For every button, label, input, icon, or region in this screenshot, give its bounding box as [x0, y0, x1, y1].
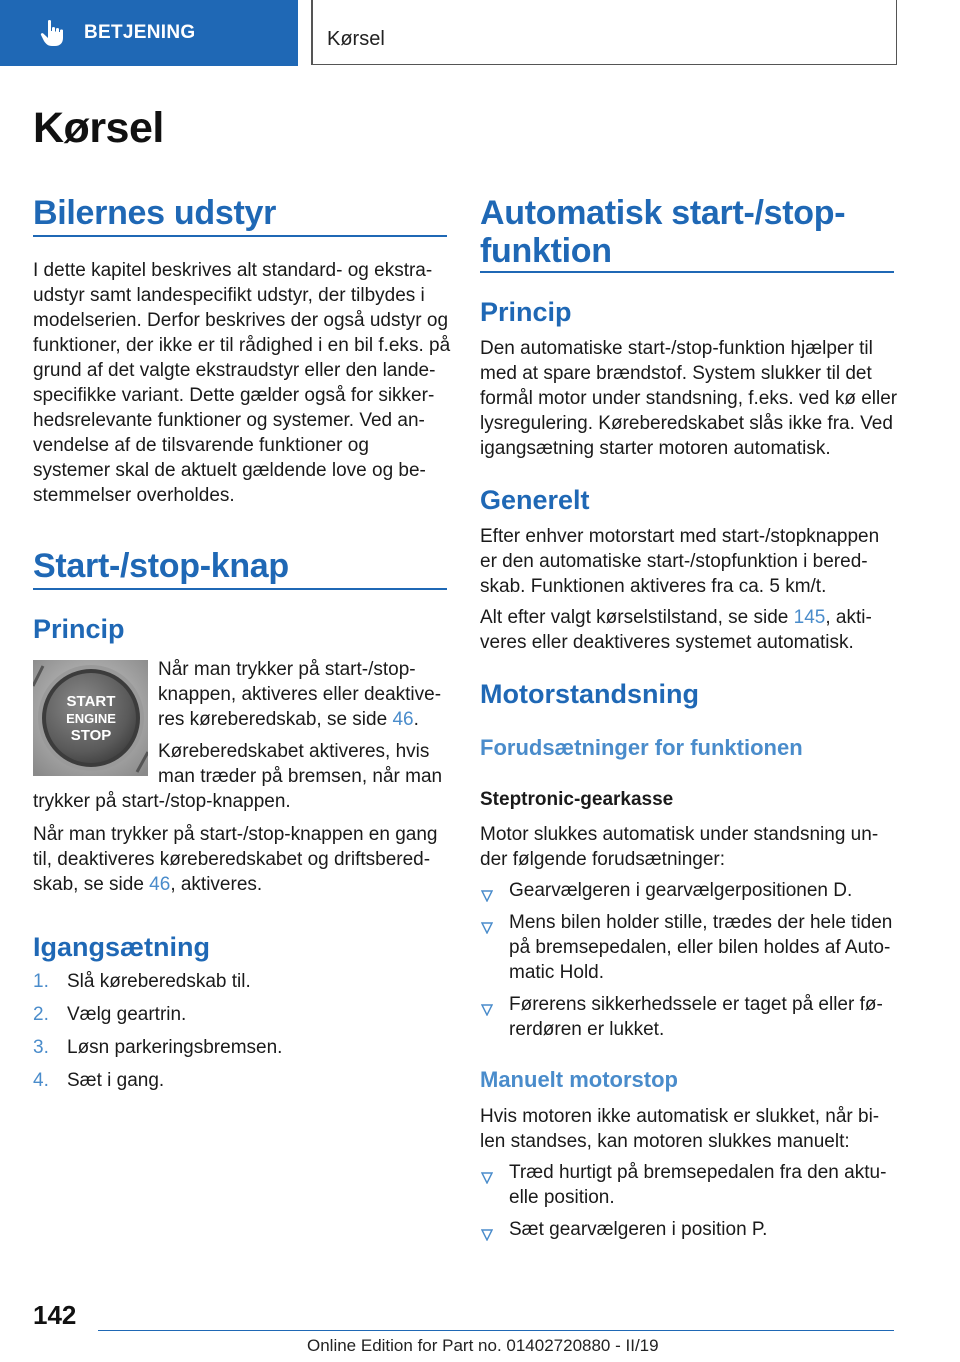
- text-line: Køreberedskabet aktiveres, hvis: [158, 741, 430, 762]
- button-deactivate-text: [33, 822, 453, 897]
- triangle-bullet-icon: [481, 916, 493, 941]
- text-line: til, deaktiveres køreberedskabet og driftsbered-: [33, 849, 431, 870]
- text-line: stemmelser overholdes.: [33, 485, 235, 506]
- text-line: med at spare brændstof. System slukker til det: [480, 363, 872, 384]
- text-line: Alt efter valgt kørselstilstand, se side 145, akti-: [480, 607, 872, 628]
- page-link-145[interactable]: 145: [793, 607, 826, 628]
- button-text-stop: STOP: [70, 727, 112, 744]
- heading-line: funktion: [480, 232, 612, 270]
- text-line: Når man trykker på start-/stop-knappen en gang: [33, 824, 438, 845]
- text-line: modelserien. Derfor beskrives der også udstyr og: [33, 310, 449, 331]
- text-line: der følgende forudsætninger:: [480, 849, 726, 870]
- start-engine-stop-button-image: [33, 660, 148, 776]
- manual-stop-text: [480, 1104, 910, 1154]
- text-line: Når man trykker på start-/stop-: [158, 659, 416, 680]
- button-readiness-text-cont: trykker på start-/stop-knappen.: [33, 791, 291, 812]
- text-line: res køreberedskab, se side 46.: [158, 709, 419, 730]
- text-line: Efter enhver motorstart med start-/stopknappen: [480, 526, 880, 547]
- list-item: 2. Vælg geartrin.: [33, 1004, 187, 1025]
- text-line: man træder på bremsen, når man: [158, 766, 443, 787]
- triangle-bullet-icon: [481, 1166, 493, 1191]
- subheading-principle-right: Princip: [480, 297, 572, 327]
- section-heading-equipment: Bilernes udstyr: [33, 194, 277, 232]
- subheading-conditions: Forudsætninger for funktionen: [480, 735, 803, 760]
- section-tab-label: BETJENING: [84, 22, 196, 43]
- text-line: formål motor under standsning, f.eks. ved kø eller: [480, 388, 898, 409]
- triangle-bullet-icon: [481, 1223, 493, 1248]
- section-heading-start-stop-button: Start-/stop-knap: [33, 547, 289, 585]
- list-item: 3. Løsn parkeringsbremsen.: [33, 1037, 283, 1058]
- button-readiness-text: [158, 739, 458, 789]
- button-text-engine: ENGINE: [66, 711, 116, 726]
- list-item: Sæt gearvælgeren i position P.: [480, 1217, 910, 1242]
- button-principle-text: [158, 657, 458, 732]
- text-line: Den automatiske start-/stop-funktion hjælper til: [480, 338, 873, 359]
- text-line: funktioner, der ikke er til rådighed i en bil f.eks. på: [33, 335, 451, 356]
- subheading-start-driving: Igangsætning: [33, 932, 210, 962]
- section-rule: [480, 271, 894, 273]
- page-title: Kørsel: [33, 104, 164, 152]
- heading-line: Automatisk start-/stop-: [480, 194, 846, 232]
- edition-text: Online Edition for Part no. 01402720880 - II/19: [307, 1336, 659, 1355]
- list-item: Mens bilen holder stille, trædes der hele tiden på bremsepedalen, eller bilen holdes af Auto- matic Hold.: [480, 910, 910, 985]
- chapter-box: [311, 0, 897, 65]
- text-line: veres eller deaktiveres systemet automatisk.: [480, 632, 854, 653]
- list-item: 1. Slå køreberedskab til.: [33, 971, 251, 992]
- list-item: Førerens sikkerhedssele er taget på eller fø- rerdøren er lukket.: [480, 992, 910, 1042]
- page-number: 142: [33, 1300, 77, 1330]
- section-rule: [33, 588, 447, 590]
- footer-rule: [98, 1330, 894, 1331]
- section-heading-auto-start-stop: [480, 194, 845, 270]
- text-line: Motor slukkes automatisk under standsning un-: [480, 824, 879, 845]
- triangle-bullet-icon: [481, 998, 493, 1023]
- conditions-list: [480, 878, 910, 1049]
- list-item: 4. Sæt i gang.: [33, 1070, 165, 1091]
- text-line: specifikke variant. Dette gælder også for sikker-: [33, 385, 435, 406]
- general-text: [480, 524, 910, 599]
- button-text-start: START: [66, 693, 116, 710]
- page-header: [0, 0, 960, 66]
- text-line: vendelse af de tilsvarende funktioner og: [33, 435, 369, 456]
- subheading-general: Generelt: [480, 485, 590, 515]
- triangle-bullet-icon: [481, 884, 493, 909]
- subheading-manual-stop: Manuelt motorstop: [480, 1067, 678, 1092]
- subheading-principle: Princip: [33, 614, 125, 644]
- hand-pointer-icon: [38, 18, 68, 48]
- chapter-label: Kørsel: [327, 28, 385, 50]
- text-line: igangsætning starter motoren automatisk.: [480, 438, 831, 459]
- text-line: udstyr samt landespecifikt udstyr, der tilbydes i: [33, 285, 425, 306]
- text-line: len standses, kan motoren slukkes manuelt:: [480, 1131, 850, 1152]
- list-item: Gearvælgeren i gearvælgerpositionen D.: [480, 878, 910, 903]
- text-line: lysregulering. Køreberedskabet slås ikke fra. Ved: [480, 413, 893, 434]
- subheading-steptronic: Steptronic-gearkasse: [480, 789, 674, 810]
- principle-right-text: [480, 336, 910, 461]
- steptronic-text: [480, 822, 910, 872]
- text-line: systemer skal de aktuelt gældende love og be-: [33, 460, 426, 481]
- section-rule: [33, 235, 447, 237]
- text-line: skab, se side 46, aktiveres.: [33, 874, 263, 895]
- manual-stop-list: [480, 1160, 910, 1249]
- equipment-paragraph: [33, 258, 453, 508]
- text-line: I dette kapitel beskrives alt standard- og ekstra-: [33, 260, 433, 281]
- text-line: grund af det valgte ekstraudstyr eller den lande-: [33, 360, 436, 381]
- text-line: er den automatiske start-/stopfunktion i bered-: [480, 551, 868, 572]
- text-line: Hvis motoren ikke automatisk er slukket, når bi-: [480, 1106, 880, 1127]
- subheading-engine-stop: Motorstandsning: [480, 679, 699, 709]
- page-link-46[interactable]: 46: [392, 709, 414, 730]
- page-link-46[interactable]: 46: [149, 874, 171, 895]
- general-text-2: [480, 605, 910, 655]
- text-line: skab. Funktionen aktiveres fra ca. 5 km/t.: [480, 576, 827, 597]
- start-steps-list: [33, 969, 453, 1101]
- text-line: knappen, aktiveres eller deaktive-: [158, 684, 442, 705]
- text-line: hedsrelevante funktioner og systemer. Ved an-: [33, 410, 425, 431]
- list-item: Træd hurtigt på bremsepedalen fra den aktu- elle position.: [480, 1160, 910, 1210]
- section-tab[interactable]: [0, 0, 298, 66]
